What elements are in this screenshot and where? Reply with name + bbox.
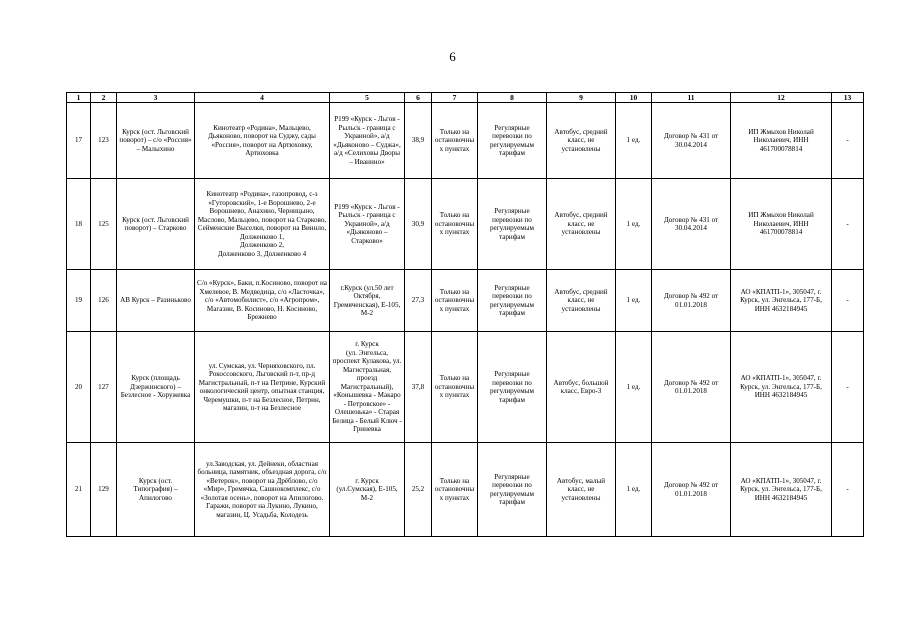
vehicle-count: 1 ед. <box>616 179 652 270</box>
route-length: 38,9 <box>405 103 432 179</box>
carriage-type: Регулярные перевозки по регулируемым тарифам <box>478 332 547 443</box>
table-row <box>67 103 864 179</box>
route-roads: г. Курск (ул. Энгельса, проспект Кулакова, ул. Магистральная, проезд Магистральный), «Конышевка - Макаро - Петровское» - Олешенька» - Старая Белица - Белый Ключ - Гриневка <box>330 332 405 443</box>
route-name: АВ Курск – Разиньково <box>117 270 195 332</box>
route-name: Курск (ост. Типография) – Апилогово <box>117 443 195 537</box>
note: - <box>832 179 864 270</box>
vehicle-class: Автобус, малый класс, не установлены <box>547 443 616 537</box>
header-row <box>67 93 864 103</box>
route-number: 123 <box>91 103 117 179</box>
stop-mode: Только на остановочных пунктах <box>432 103 478 179</box>
contract: Договор № 492 от 01.01.2018 <box>652 332 731 443</box>
carriage-type: Регулярные перевозки по регулируемым тарифам <box>478 103 547 179</box>
route-roads: г.Курск (ул.50 лет Октября, Гремяченская), Е-105, М-2 <box>330 270 405 332</box>
header-cell: 12 <box>731 93 832 103</box>
contract: Договор № 431 от 30.04.2014 <box>652 103 731 179</box>
carrier: ИП Жмыхов Николай Николаевич, ИНН 461700078814 <box>731 179 832 270</box>
route-stops: Кинотеатр «Родина», Мальцево, Дьяконово, поворот на Суджу, сады «Россия», поворот на Артюховку, Артюховка <box>195 103 330 179</box>
contract: Договор № 492 от 01.01.2018 <box>652 443 731 537</box>
route-name: Курск (площадь Дзержинского) – Безлесное - Хоружевка <box>117 332 195 443</box>
header-cell: 6 <box>405 93 432 103</box>
vehicle-count: 1 ед. <box>616 332 652 443</box>
carriage-type: Регулярные перевозки по регулируемым тарифам <box>478 443 547 537</box>
row-index: 20 <box>67 332 91 443</box>
row-index: 17 <box>67 103 91 179</box>
route-roads: г. Курск (ул.Сумская), Е-105, М-2 <box>330 443 405 537</box>
vehicle-class: Автобус, средний класс, не установлены <box>547 270 616 332</box>
row-index: 19 <box>67 270 91 332</box>
stop-mode: Только на остановочных пунктах <box>432 179 478 270</box>
route-stops: С/о «Курск», Баки, п.Косиново, поворот на Хмелевое, В. Медведица, с/о «Ласточка», с/о «Автомобилист», с/о «Агропром», Магазин, В. Косиново, Н. Косиново, Брежнево <box>195 270 330 332</box>
route-length: 37,8 <box>405 332 432 443</box>
carrier: АО «КПАТП-1», 305047, г. Курск, ул. Энгельса, 177-Б, ИНН 4632184945 <box>731 270 832 332</box>
routes-table <box>66 92 864 537</box>
vehicle-count: 1 ед. <box>616 103 652 179</box>
header-cell: 10 <box>616 93 652 103</box>
route-roads: Р199 «Курск - Льгов - Рыльск - граница с Украиной», а/д «Дьяконово – Старково» <box>330 179 405 270</box>
vehicle-class: Автобус, средний класс, не установлены <box>547 103 616 179</box>
header-cell: 3 <box>117 93 195 103</box>
route-roads: Р199 «Курск - Льгов - Рыльск - граница с Украиной», а/д «Дьяконово – Суджа», а/д «Селиховы Дворы – Иванино» <box>330 103 405 179</box>
header-cell: 4 <box>195 93 330 103</box>
route-length: 25,2 <box>405 443 432 537</box>
header-cell: 2 <box>91 93 117 103</box>
stop-mode: Только на остановочных пунктах <box>432 270 478 332</box>
row-index: 18 <box>67 179 91 270</box>
stop-mode: Только на остановочных пунктах <box>432 443 478 537</box>
vehicle-count: 1 ед. <box>616 443 652 537</box>
contract: Договор № 492 от 01.01.2018 <box>652 270 731 332</box>
header-cell: 5 <box>330 93 405 103</box>
contract: Договор № 431 от 30.04.2014 <box>652 179 731 270</box>
carrier: ИП Жмыхов Николай Николаевич, ИНН 461700078814 <box>731 103 832 179</box>
route-length: 27,3 <box>405 270 432 332</box>
header-cell: 8 <box>478 93 547 103</box>
vehicle-count: 1 ед. <box>616 270 652 332</box>
route-number: 129 <box>91 443 117 537</box>
route-name: Курск (ост. Льговский поворот) – с/о «Россия» – Малыхино <box>117 103 195 179</box>
header-cell: 9 <box>547 93 616 103</box>
route-length: 30,9 <box>405 179 432 270</box>
route-stops: ул. Сумская, ул. Черняховского, пл. Рокоссовского, Льговский п-т, пр-д Магистральный, п-т на Петрине, Курский онкологический центр, опытная станция, Черемушки, п-т на Безлесное, Петрин, магазин, п-т на Безлесное <box>195 332 330 443</box>
header-cell: 11 <box>652 93 731 103</box>
route-number: 127 <box>91 332 117 443</box>
route-stops: ул.Заводская, ул. Дейнеки, областная больница, памятник, объездная дорога, с/о «Ветерок», поворот на Дрёблово, с/о «Мир», Гремячка, Сашнокомплекс, с/о «Золотая осень», поворот на Апилогово. Гаражи, поворот на Лукино, Лукино, магазин, Ц. Усадьба, Колодезь <box>195 443 330 537</box>
header-cell: 1 <box>67 93 91 103</box>
note: - <box>832 443 864 537</box>
table-row <box>67 332 864 443</box>
table-row <box>67 179 864 270</box>
route-name: Курск (ост. Льговский поворот) – Старково <box>117 179 195 270</box>
note: - <box>832 270 864 332</box>
carriage-type: Регулярные перевозки по регулируемым тарифам <box>478 270 547 332</box>
route-stops: Кинотеатр «Родина», газопровод, с-з «Гуторовский», 1-е Ворошнево, 2-е Ворошнево, Анахино, Черницыно, Маслово, Мальцево, поворот на Старково, Сейменские Выселки, поворот на Виннло, Долженково 1, Долженково 2, Долженково 3, Долженково 4 <box>195 179 330 270</box>
stop-mode: Только на остановочных пунктах <box>432 332 478 443</box>
carrier: АО «КПАТП-1», 305047, г. Курск, ул. Энгельса, 177-Б, ИНН 4632184945 <box>731 443 832 537</box>
table-row <box>67 443 864 537</box>
row-index: 21 <box>67 443 91 537</box>
vehicle-class: Автобус, большой класс, Евро-3 <box>547 332 616 443</box>
route-number: 126 <box>91 270 117 332</box>
table-row <box>67 270 864 332</box>
vehicle-class: Автобус, средний класс, не установлены <box>547 179 616 270</box>
header-cell: 13 <box>832 93 864 103</box>
header-cell: 7 <box>432 93 478 103</box>
carrier: АО «КПАТП-1», 305047, г. Курск, ул. Энгельса, 177-Б, ИНН 4632184945 <box>731 332 832 443</box>
page-number: 6 <box>449 49 456 64</box>
carriage-type: Регулярные перевозки по регулируемым тарифам <box>478 179 547 270</box>
note: - <box>832 103 864 179</box>
route-number: 125 <box>91 179 117 270</box>
note: - <box>832 332 864 443</box>
